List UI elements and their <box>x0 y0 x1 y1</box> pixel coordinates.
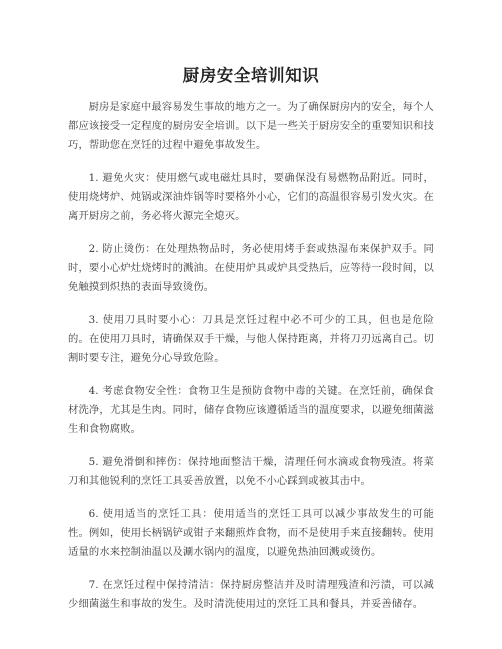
list-item-fire: 1. 避免火灾：使用燃气或电磁灶具时，要确保没有易燃物品附近。同时，使用烧烤炉、炖锅或深油炸锅等时要格外小心，它们的高温很容易引发火灾。在离开厨房之前，务必将火源完全熄灭。 <box>68 172 434 222</box>
list-item-slips: 5. 避免滑倒和摔伤：保持地面整洁干燥，清理任何水滴或食物残渣。将菜刀和其他锐利的烹饪工具妥善放置，以免不小心踩到或被其击中。 <box>68 456 434 487</box>
list-item-knives: 3. 使用刀具时要小心：刀具是烹饪过程中必不可少的工具，但也是危险的。在使用刀具时，请确保双手干燥，与他人保持距离，并将刀刃远离自己。切割时要专注，避免分心导致危险。 <box>68 314 434 364</box>
intro-paragraph: 厨房是家庭中最容易发生事故的地方之一。为了确保厨房内的安全，每个人都应该接受一定程度的厨房安全培训。以下是一些关于厨房安全的重要知识和技巧，帮助您在烹饪的过程中避免事故发生。 <box>68 101 434 151</box>
page-title: 厨房安全培训知识 <box>182 66 320 85</box>
document-body <box>68 98 434 628</box>
list-item-burns: 2. 防止烫伤：在处理热物品时，务必使用烤手套或热湿布来保护双手。同时，要小心炉灶烧烤时的溅油。在使用炉具或炉具受热后，应等待一段时间，以免触摸到炽热的表面导致烫伤。 <box>68 243 434 293</box>
list-item-tools: 6. 使用适当的烹饪工具：使用适当的烹饪工具可以减少事故发生的可能性。例如，使用长柄锅铲或钳子来翻煎炸食物，而不是使用手来直接翻转。使用适量的水来控制油温以及涮水锅内的温度，以避免热油回溅或烫伤。 <box>68 508 434 558</box>
list-item-food-safety: 4. 考虑食物安全性：食物卫生是预防食物中毒的关键。在烹饪前，确保食材洗净，尤其是生肉。同时，储存食物应该遵循适当的温度要求，以避免细菌滋生和食物腐败。 <box>68 385 434 435</box>
list-item-cleanliness: 7. 在烹饪过程中保持清洁：保持厨房整洁并及时清理残渣和污渍，可以减少细菌滋生和事故的发生。及时清洗使用过的烹饪工具和餐具，并妥善储存。 <box>68 579 434 610</box>
